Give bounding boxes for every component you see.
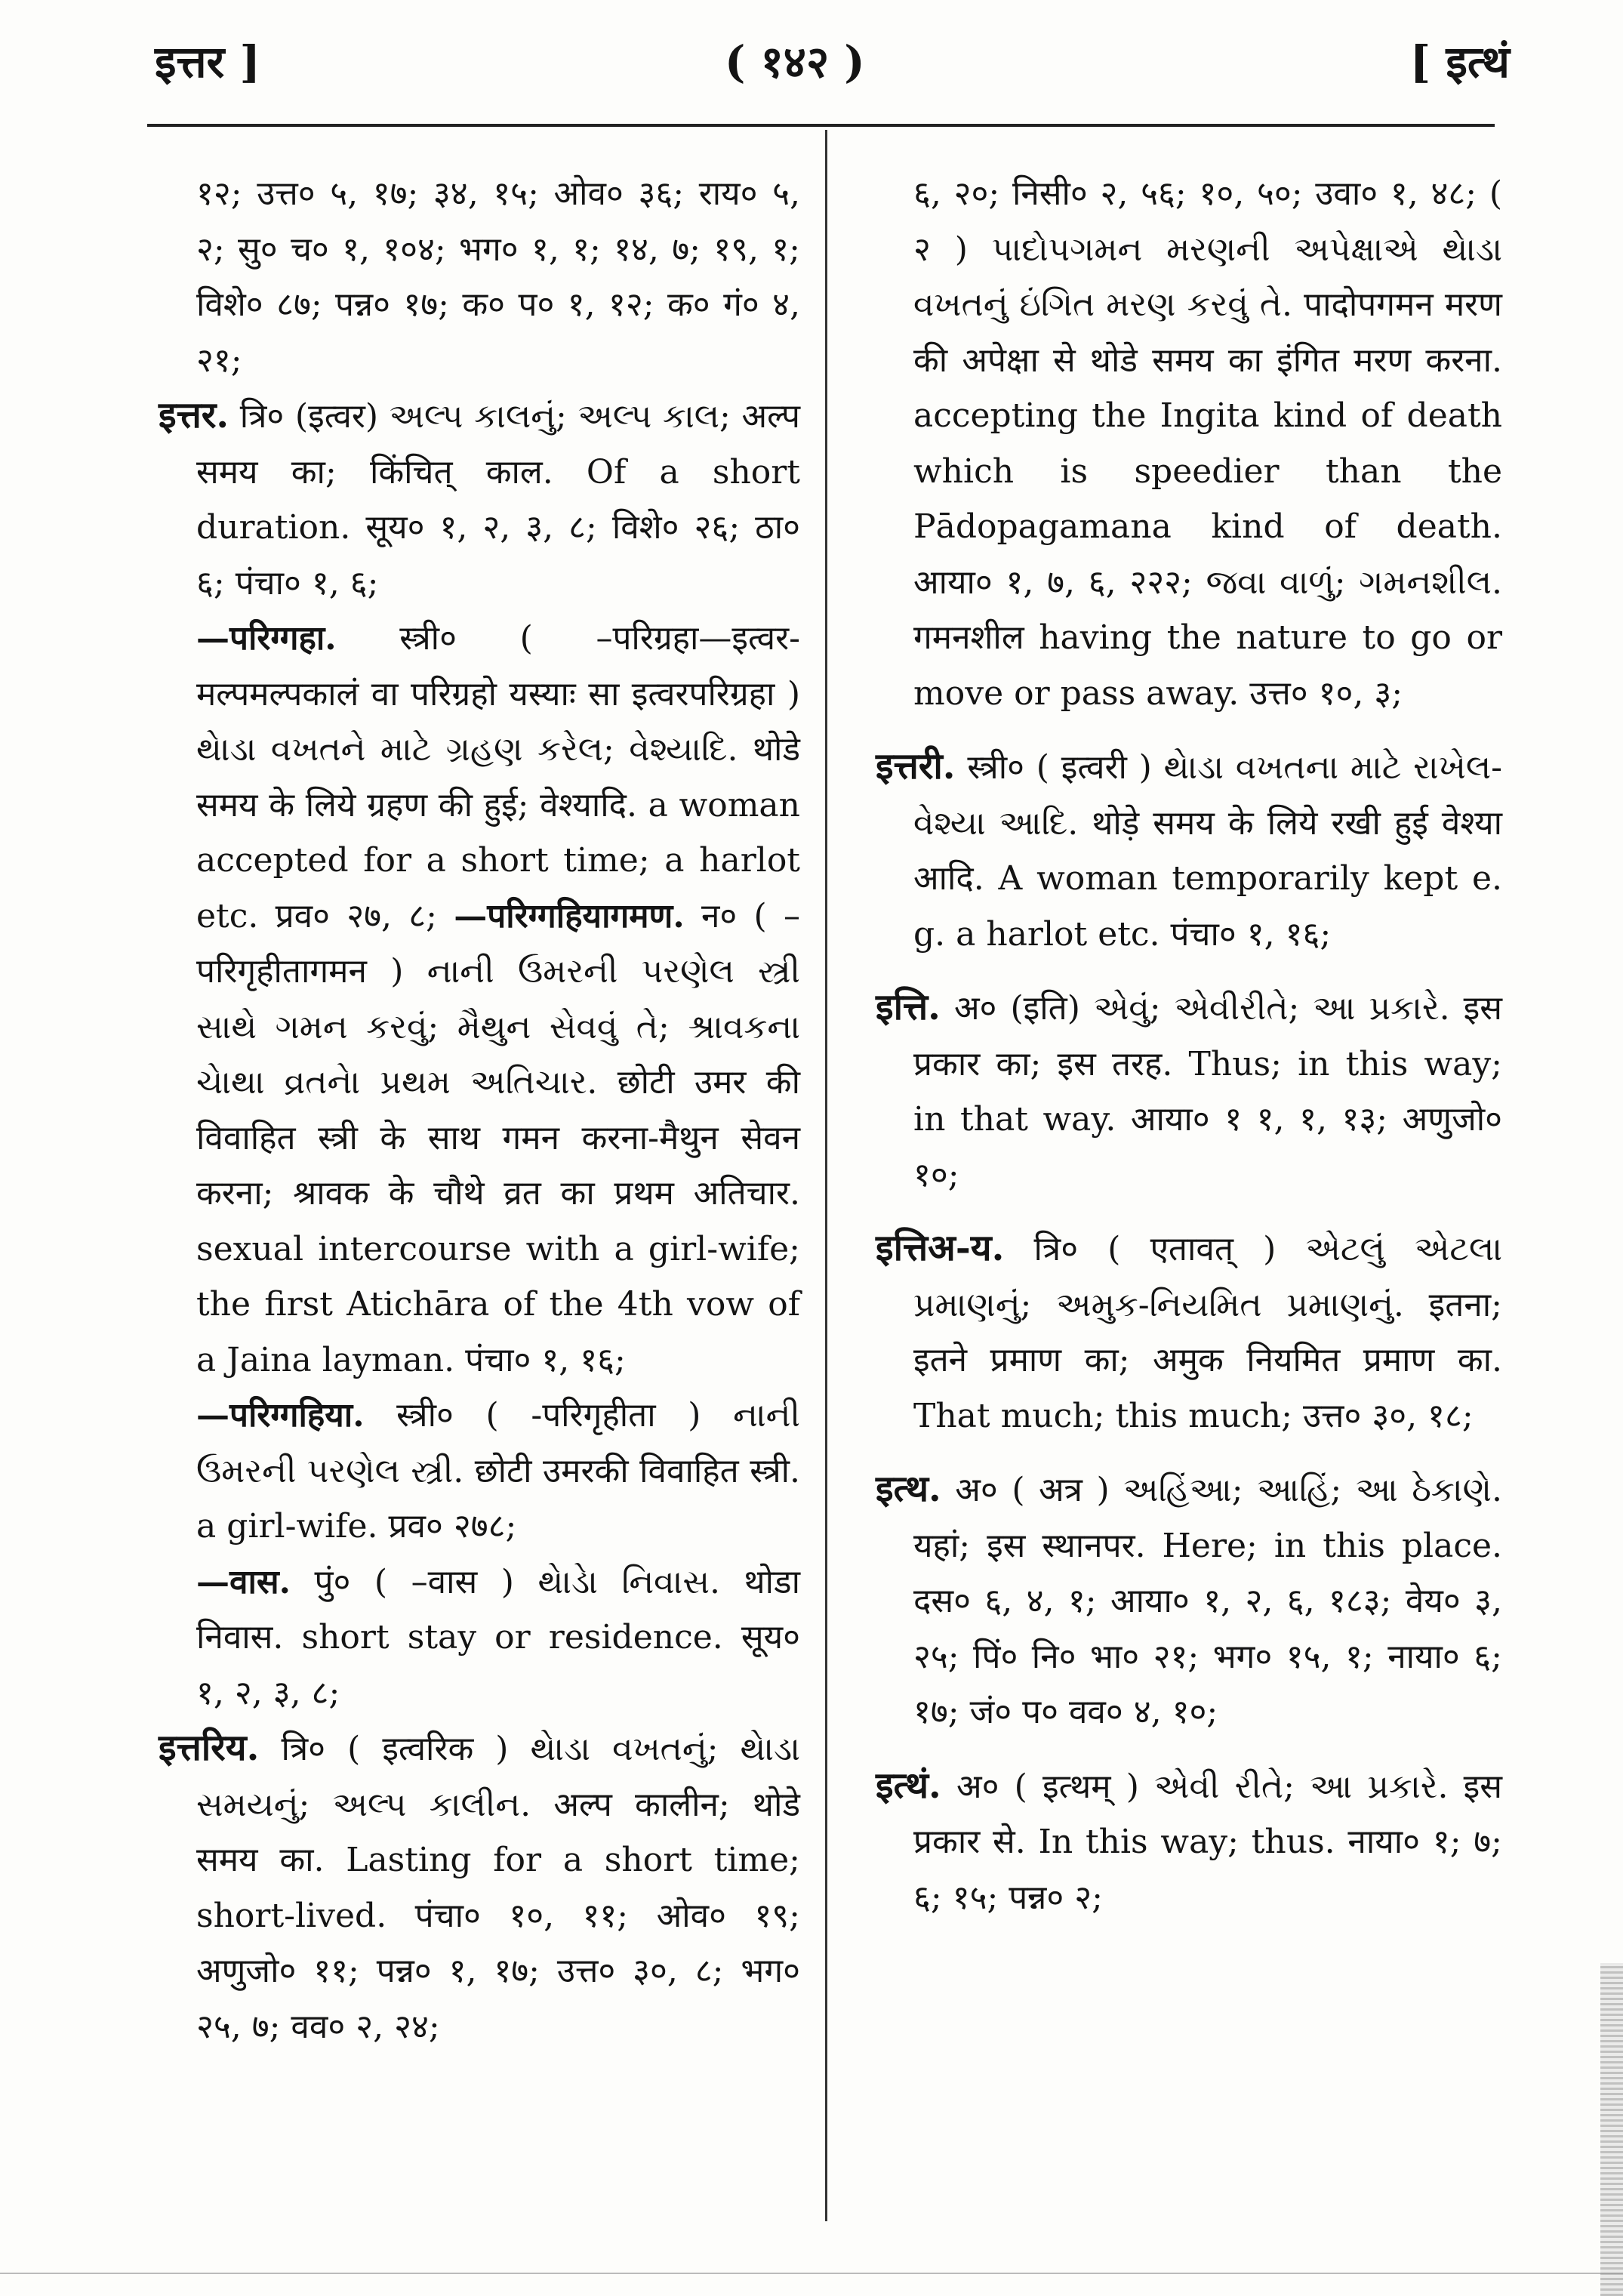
headword: इत्तरिय.	[159, 1727, 260, 1769]
page-number: ( १४२ )	[725, 36, 865, 88]
definition: न० ( –परिगृहीतागमन ) નાની ઉમરની પરણેલ સ્ત્રી સાથે ગમન કરવું; મૈથુન સેવવું તે; શ્રાવકના ચેાથા વ્રતનેા પ્રથમ અતિચાર. छोटी उमर की विवाहित स्त्री के साथ गमन करना-मैथुन सेवन करना; श्रावक के चौथे व्रत का प्रथम अतिचार. sexual intercourse with a girl-wife; the first Atichāra of the 4th vow of a Jaina layman. पंचा० १, १६;	[196, 896, 800, 1379]
definition: स्त्री० ( इत्वरी ) થેાડા વખતના માટે રાખેલ-વેશ્યા આદિ. थोड़े समय के लिये रखी हुई वेश्या आदि. A woman temporarily kept e. g. a harlot etc. पंचा० १, १६;	[913, 748, 1502, 954]
definition: स्त्री० ( –परिग्रहा—इत्वर-मल्पमल्पकालं वा परिग्रहो यस्याः सा इत्वरपरिग्रहा ) થેાડા વખતને માટે ગ્રહણ કરેલ; વેશ્યાદિ. थोडे समय के लिये ग्रहण की हुई; वेश्यादि. a woman accepted for a short time; a harlot etc. प्रव० २७, ८;	[196, 619, 800, 935]
subentry-vasa	[159, 1555, 800, 1721]
definition: पुं० ( –वास ) થેાડેા નિવાસ. थोडा निवास. short stay or residence. सूय० १, २, ३, ८;	[196, 1562, 800, 1712]
headword: इत्तिअ-य.	[876, 1227, 1005, 1269]
headword: इत्ति.	[876, 986, 941, 1028]
definition: स्त्री० ( -परिगृहीता ) નાની ઉમરની પરણેલ સ્ત્રી. छोटी उमरकी विवाहित स्त्री. a girl-wife. प्रव० २७८;	[196, 1396, 800, 1546]
headword: इत्तर.	[159, 394, 229, 436]
definition: अ० (इति) એવું; એવીરીતે; આ પ્રકારે. इस प्रकार का; इस तरह. Thus; in this way; in that way. आया० १ १, १, १३; अणुजो० १०;	[913, 989, 1502, 1194]
headword: इत्तरी.	[876, 745, 956, 787]
entry-ittari	[876, 739, 1502, 962]
definition: अ० ( इत्थम् ) એવી રીતે; આ પ્રકારે. इस प्रकार से. In this way; thus. नाया० १; ७; ६; १५; पन्न० २;	[913, 1767, 1502, 1917]
left-column	[159, 166, 800, 2054]
definition: त्रि० (इत्वर) અલ્પ કાલનું; અલ્પ કાલ; अल्प समय का; किंचित् काल. Of a short duration. सूय० १, २, ३, ८; विशे० २६; ठा० ६; पंचा० १, ६;	[196, 397, 800, 603]
continued-entry: ६, २०; निसी० २, ५६; १०, ५०; उवा० १, ४८; ( २ ) પાદોપગમન મરણની અપેક્ષાએ થેાડા વખતનું ઇંગિત મરણ કરવું તે. पादोपगमन मरण की अपेक्षा से थोडे समय का इंगित मरण करना. accepting the Ingita kind of death which is speedier than the Pādopagamana kind of death. आया० १, ७, ६, २२२; જવા વાળું; ગમનશીલ. गमनशील having the nature to go or move or pass away. उत्त० १०, ३;	[913, 174, 1502, 713]
running-head-left: इत्तर ]	[155, 36, 260, 88]
subentry-pariggaha	[159, 611, 800, 1388]
header-rule	[147, 124, 1495, 127]
definition: त्रि० ( एतावत् ) એટલું એટલા પ્રમાણનું; અમુક-નિયમિત પ્રમાણનું. इतना; इतने प्रमाण का; अमुक नियमित प्रमाण का. That much; this much; उत्त० ३०, १८;	[913, 1230, 1502, 1435]
subheadword: —वास.	[196, 1562, 291, 1601]
entry-ittha	[876, 1462, 1502, 1740]
bottom-edge-line	[0, 2273, 1623, 2274]
page-edge-shadow	[1600, 1963, 1623, 2296]
right-column	[876, 166, 1502, 1925]
continued-references: १२; उत्त० ५, १७; ३४, १५; ओव० ३६; राय० ५, २; सु० च० १, १०४; भग० १, १; १४, ७; १९, १; विशे० ८७; पन्न० १७; क० प० १, १२; क० गं० ४, २१;	[196, 174, 800, 380]
headword: इत्थं.	[876, 1764, 941, 1807]
subheadword: —परिग्गहिया.	[196, 1396, 365, 1435]
page-header	[0, 0, 1623, 113]
headword: इत्थ.	[876, 1468, 941, 1510]
entry-ittham	[876, 1758, 1502, 1926]
running-head-right: [ इत्थं	[1409, 36, 1510, 88]
entry-ittara	[159, 388, 800, 611]
entry-ittariya	[159, 1721, 800, 2054]
subentry-pariggahiya	[159, 1388, 800, 1555]
entry-ittia	[876, 1221, 1502, 1444]
definition: अ० ( अत्र ) અહિંઆ; આહિં; આ ઠેકાણે. यहां; इस स्थानपर. Here; in this place. दस० ६, ४, १; आया० १, २, ६, १८३; वेय० ३, २५; पिं० नि० भा० २१; भग० १५, १; नाया० ६; १७; जं० प० वव० ४, १०;	[913, 1471, 1502, 1731]
column-divider	[825, 130, 827, 2221]
subheadword: —परिग्गहा.	[196, 619, 337, 658]
subheadword: —परिग्गहियागमण.	[454, 896, 685, 935]
entry-itti	[876, 980, 1502, 1203]
definition: त्रि० ( इत्वरिक ) થેાડા વખતનું; થેાડા સમયનું; અલ્પ કાલીન. अल्प कालीन; थोडे समय का. Lasting for a short time; short-lived. पंचा० १०, ११; ओव० १९; अणुजो० ११; पन्न० १, १७; उत्त० ३०, ८; भग० २५, ७; वव० २, २४;	[196, 1730, 800, 2046]
